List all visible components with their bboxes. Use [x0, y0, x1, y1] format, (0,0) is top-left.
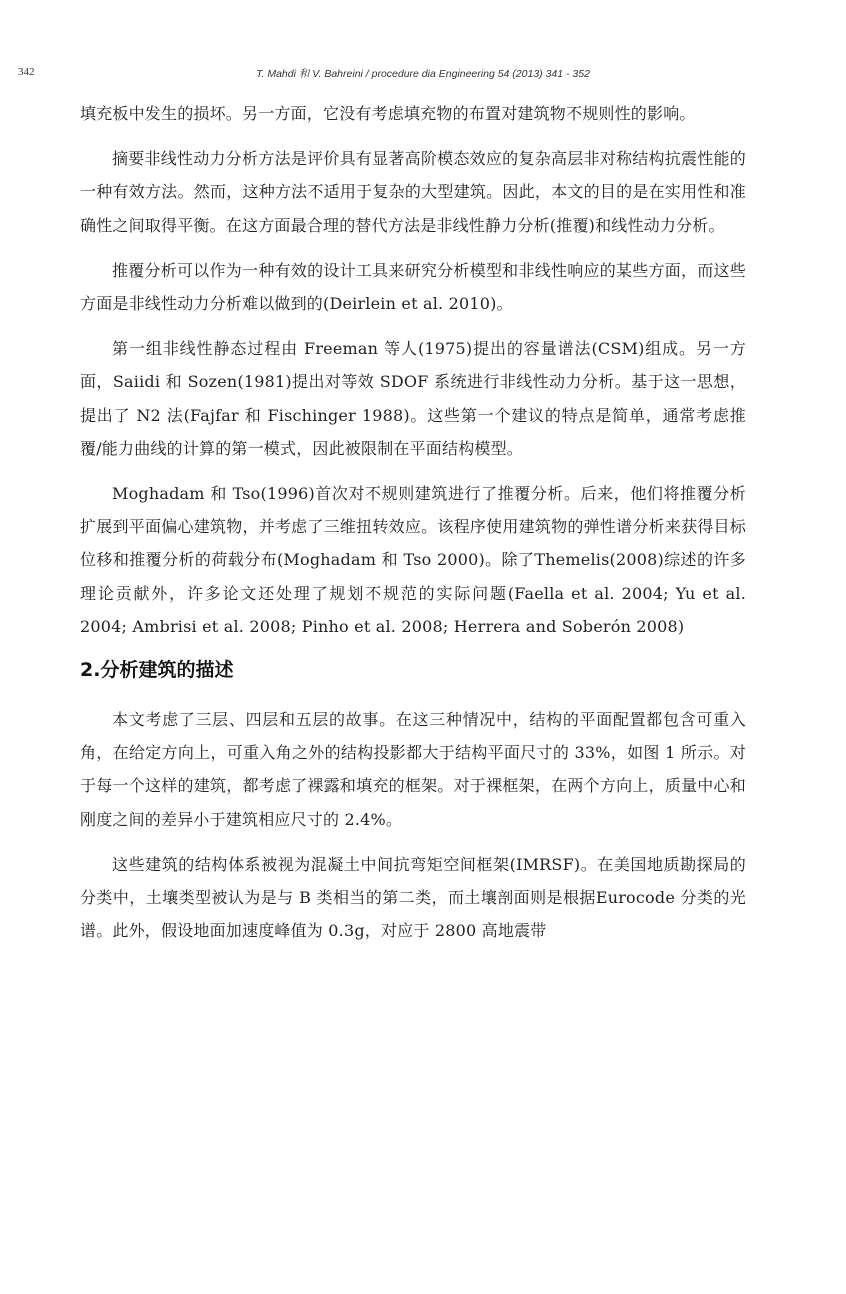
page-number: 342 — [18, 66, 35, 78]
paragraph: 推覆分析可以作为一种有效的设计工具来研究分析模型和非线性响应的某些方面，而这些方面是非线性动力分析难以做到的(Deirlein et al. 2010)。 — [80, 260, 746, 314]
paragraph: 第一组非线性静态过程由 Freeman 等人(1975)提出的容量谱法(CSM)组成。另一方面，Saiidi 和 Sozen(1981)提出对等效 SDOF 系统进行非线性动力分析。基于这一思想，提出了 N2 法(Fajfar 和 Fischinger 1988)。这些第一个建议的特点是简单，通常考虑推覆/能力曲线的计算的第一模式，因此被限制在平面结构模型。 — [80, 339, 746, 458]
article-body — [80, 97, 746, 959]
paragraph: 填充板中发生的损坏。另一方面，它没有考虑填充物的布置对建筑物不规则性的影响。 — [80, 104, 696, 123]
running-head: T. Mahdi 和 V. Bahreini / procedure dia Engineering 54 (2013) 341 - 352 — [256, 68, 590, 80]
paragraph: Moghadam 和 Tso(1996)首次对不规则建筑进行了推覆分析。后来，他们将推覆分析扩展到平面偏心建筑物，并考虑了三维扭转效应。该程序使用建筑物的弹性谱分析来获得目标位移和推覆分析的荷载分布(Moghadam 和 Tso 2000)。除了Themelis(2008)综述的许多理论贡献外，许多论文还处理了规划不规范的实际问题(Faella et al. 2004; Yu et al. 2004; Ambrisi et al. 2008; Pinho et al. 2008; Herrera and Soberón 2008) — [80, 484, 746, 636]
paragraph: 这些建筑的结构体系被视为混凝土中间抗弯矩空间框架(IMRSF)。在美国地质勘探局的分类中，土壤类型被认为是与 B 类相当的第二类，而土壤剖面则是根据Eurocode 分类的光谱。此外，假设地面加速度峰值为 0.3g，对应于 2800 高地震带 — [80, 854, 746, 941]
section-heading: 2.分析建筑的描述 — [80, 659, 234, 682]
paragraph: 本文考虑了三层、四层和五层的故事。在这三种情况中，结构的平面配置都包含可重入角，在给定方向上，可重入角之外的结构投影都大于结构平面尺寸的 33%，如图 1 所示。对于每一个这样的建筑，都考虑了裸露和填充的框架。对于裸框架，在两个方向上，质量中心和刚度之间的差异小于建筑相应尺寸的 2.4%。 — [80, 710, 746, 829]
paragraph: 摘要非线性动力分析方法是评价具有显著高阶模态效应的复杂高层非对称结构抗震性能的一种有效方法。然而，这种方法不适用于复杂的大型建筑。因此，本文的目的是在实用性和准确性之间取得平衡。在这方面最合理的替代方法是非线性静力分析(推覆)和线性动力分析。 — [80, 149, 746, 235]
